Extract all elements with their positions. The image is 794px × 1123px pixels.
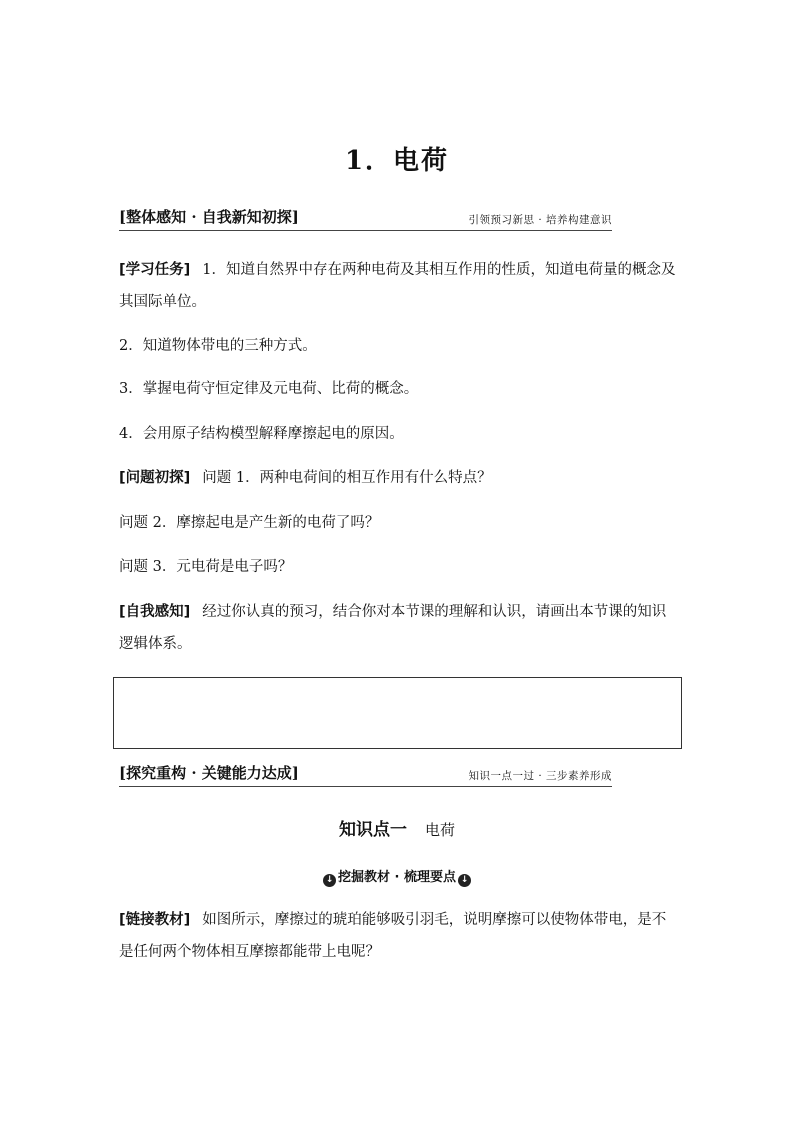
question-1-paragraph bbox=[119, 462, 679, 494]
knowledge-system-drawing-box[interactable] bbox=[113, 677, 682, 749]
knowledge-point-label: 知识点一 bbox=[338, 820, 407, 840]
task-item-3: 3．掌握电荷守恒定律及元电荷、比荷的概念。 bbox=[119, 381, 419, 397]
question-1: 问题 1．两种电荷间的相互作用有什么特点？ bbox=[202, 470, 492, 486]
self-perception-paragraph bbox=[119, 596, 679, 660]
task-item-2: 2．知道物体带电的三种方式。 bbox=[119, 338, 317, 354]
question-2: 问题 2．摩擦起电是产生新的电荷了吗？ bbox=[119, 515, 380, 531]
knowledge-point-topic: 电荷 bbox=[424, 821, 455, 839]
task-item-4: 4．会用原子结构模型解释摩擦起电的原因。 bbox=[119, 426, 404, 442]
section-note: 知识一点一过 · 三步素养形成 bbox=[468, 770, 612, 782]
section-note: 引领预习新思 · 培养构建意识 bbox=[468, 214, 612, 226]
question-3: 问题 3．元电荷是电子吗？ bbox=[119, 559, 293, 575]
section-label: [探究重构 · 关键能力达成] bbox=[119, 764, 299, 782]
section-label: [整体感知 · 自我新知初探] bbox=[119, 208, 299, 226]
link-textbook-tag: [链接教材] bbox=[119, 912, 191, 928]
learning-tasks-paragraph bbox=[119, 254, 679, 318]
learning-tasks-tag: [学习任务] bbox=[119, 262, 191, 278]
self-perception-tag: [自我感知] bbox=[119, 604, 191, 620]
page-title: 1．电荷 bbox=[344, 146, 450, 176]
arrow-down-icon: ↓ bbox=[323, 874, 336, 887]
section-header-overview bbox=[119, 208, 612, 231]
task-item-1: 1．知道自然界中存在两种电荷及其相互作用的性质，知道电荷量的概念及其国际单位。 bbox=[119, 262, 676, 310]
link-textbook-text: 如图所示，摩擦过的琥珀能够吸引羽毛，说明摩擦可以使物体带电，是不是任何两个物体相互摩擦都能带上电呢？ bbox=[119, 912, 667, 960]
link-textbook-paragraph bbox=[119, 904, 679, 968]
arrow-down-icon: ↓ bbox=[458, 874, 471, 887]
knowledge-point-heading bbox=[0, 815, 794, 840]
self-perception-text: 经过你认真的预习，结合你对本节课的理解和认识，请画出本节课的知识逻辑体系。 bbox=[119, 604, 667, 652]
subheading-textbook bbox=[0, 866, 794, 887]
section-header-explore bbox=[119, 764, 612, 787]
questions-tag: [问题初探] bbox=[119, 470, 191, 486]
subheading-text: 挖掘教材 · 梳理要点 bbox=[338, 870, 456, 885]
